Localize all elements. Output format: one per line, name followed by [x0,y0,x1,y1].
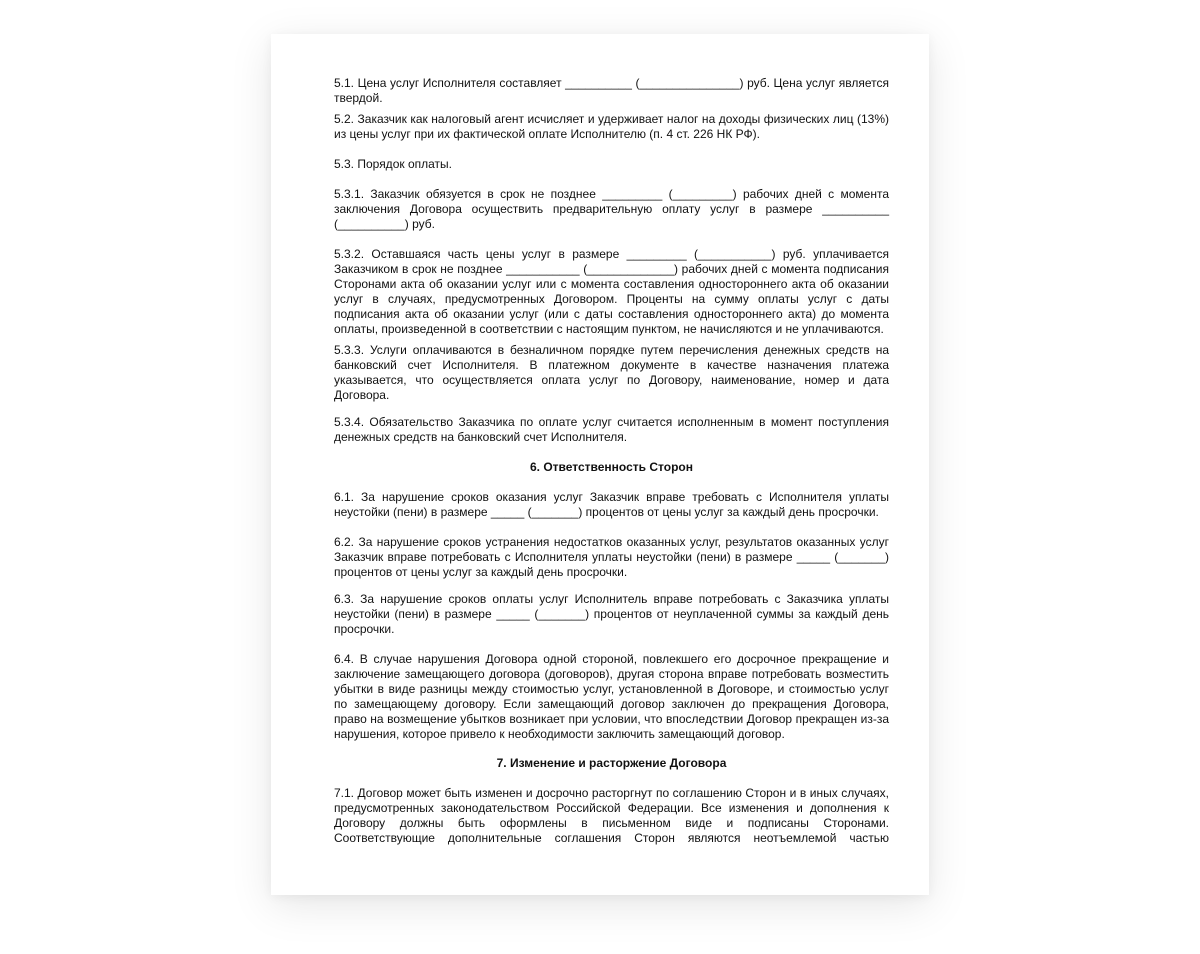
document-body [334,76,889,846]
clause-5-3-2: 5.3.2. Оставшаяся часть цены услуг в размере _________ (___________) руб. уплачивается Заказчиком в срок не позднее ___________ (_____________) рабочих дней с момента подписания Сторонами акта об оказании услуг или с момента составления одностороннего акта об оказании услуг в случаях, предусмотренных Договором. Проценты на сумму оплаты услуг с даты подписания акта об оказании услуг (или с даты составления одностороннего акта) до момента оплаты, произведенной в соответствии с настоящим пунктом, не начисляются и не уплачиваются. [334,247,889,336]
clause-5-1: 5.1. Цена услуг Исполнителя составляет __________ (_______________) руб. Цена услуг является твердой. [334,76,889,105]
clause-5-3: 5.3. Порядок оплаты. [334,157,452,171]
clause-6-3: 6.3. За нарушение сроков оплаты услуг Исполнитель вправе потребовать с Заказчика уплаты неустойки (пени) в размере _____ (_______) процентов от неуплаченной суммы за каждый день просрочки. [334,592,889,636]
clause-5-3-3: 5.3.3. Услуги оплачиваются в безналичном порядке путем перечисления денежных средств на банковский счет Исполнителя. В платежном документе в качестве назначения платежа указывается, что осуществляется оплата услуг по Договору, наименование, номер и дата Договора. [334,343,889,402]
clause-5-3-1: 5.3.1. Заказчик обязуется в срок не позднее _________ (_________) рабочих дней с момента заключения Договора осуществить предварительную оплату услуг в размере __________ (__________) руб. [334,187,889,231]
clause-6-4: 6.4. В случае нарушения Договора одной стороной, повлекшего его досрочное прекращение и заключение замещающего договора (договоров), другая сторона вправе потребовать возместить убытки в виде разницы между стоимостью услуг, установленной в Договоре, и стоимостью услуг по замещающему договору. Если замещающий договор заключен до прекращения Договора, право на возмещение убытков возникает при условии, что впоследствии Договор прекращен из-за нарушения, которое привело к необходимости заключить замещающий договор. [334,652,889,741]
section-6-heading: 6. Ответственность Сторон [529,460,693,474]
document-page [271,34,929,895]
section-7-heading: 7. Изменение и расторжение Договора [496,756,727,770]
clause-5-3-4: 5.3.4. Обязательство Заказчика по оплате услуг считается исполненным в момент поступления денежных средств на банковский счет Исполнителя. [334,415,889,444]
clause-7-1: 7.1. Договор может быть изменен и досрочно расторгнут по соглашению Сторон и в иных случаях, предусмотренных законодательством Российской Федерации. Все изменения и дополнения к Договору должны быть оформлены в письменном виде и подписаны Сторонами. Соответствующие дополнительные соглашения Сторон являются неотъемлемой частью [334,786,889,845]
clause-6-1: 6.1. За нарушение сроков оказания услуг Заказчик вправе требовать с Исполнителя уплаты неустойки (пени) в размере _____ (_______) процентов от цены услуг за каждый день просрочки. [334,490,889,519]
clause-5-2: 5.2. Заказчик как налоговый агент исчисляет и удерживает налог на доходы физических лиц (13%) из цены услуг при их фактической оплате Исполнителю (п. 4 ст. 226 НК РФ). [334,112,889,141]
clause-6-2: 6.2. За нарушение сроков устранения недостатков оказанных услуг, результатов оказанных услуг Заказчик вправе потребовать с Исполнителя уплаты неустойки (пени) в размере _____ (_______) процентов от цены услуг за каждый день просрочки. [334,535,889,579]
